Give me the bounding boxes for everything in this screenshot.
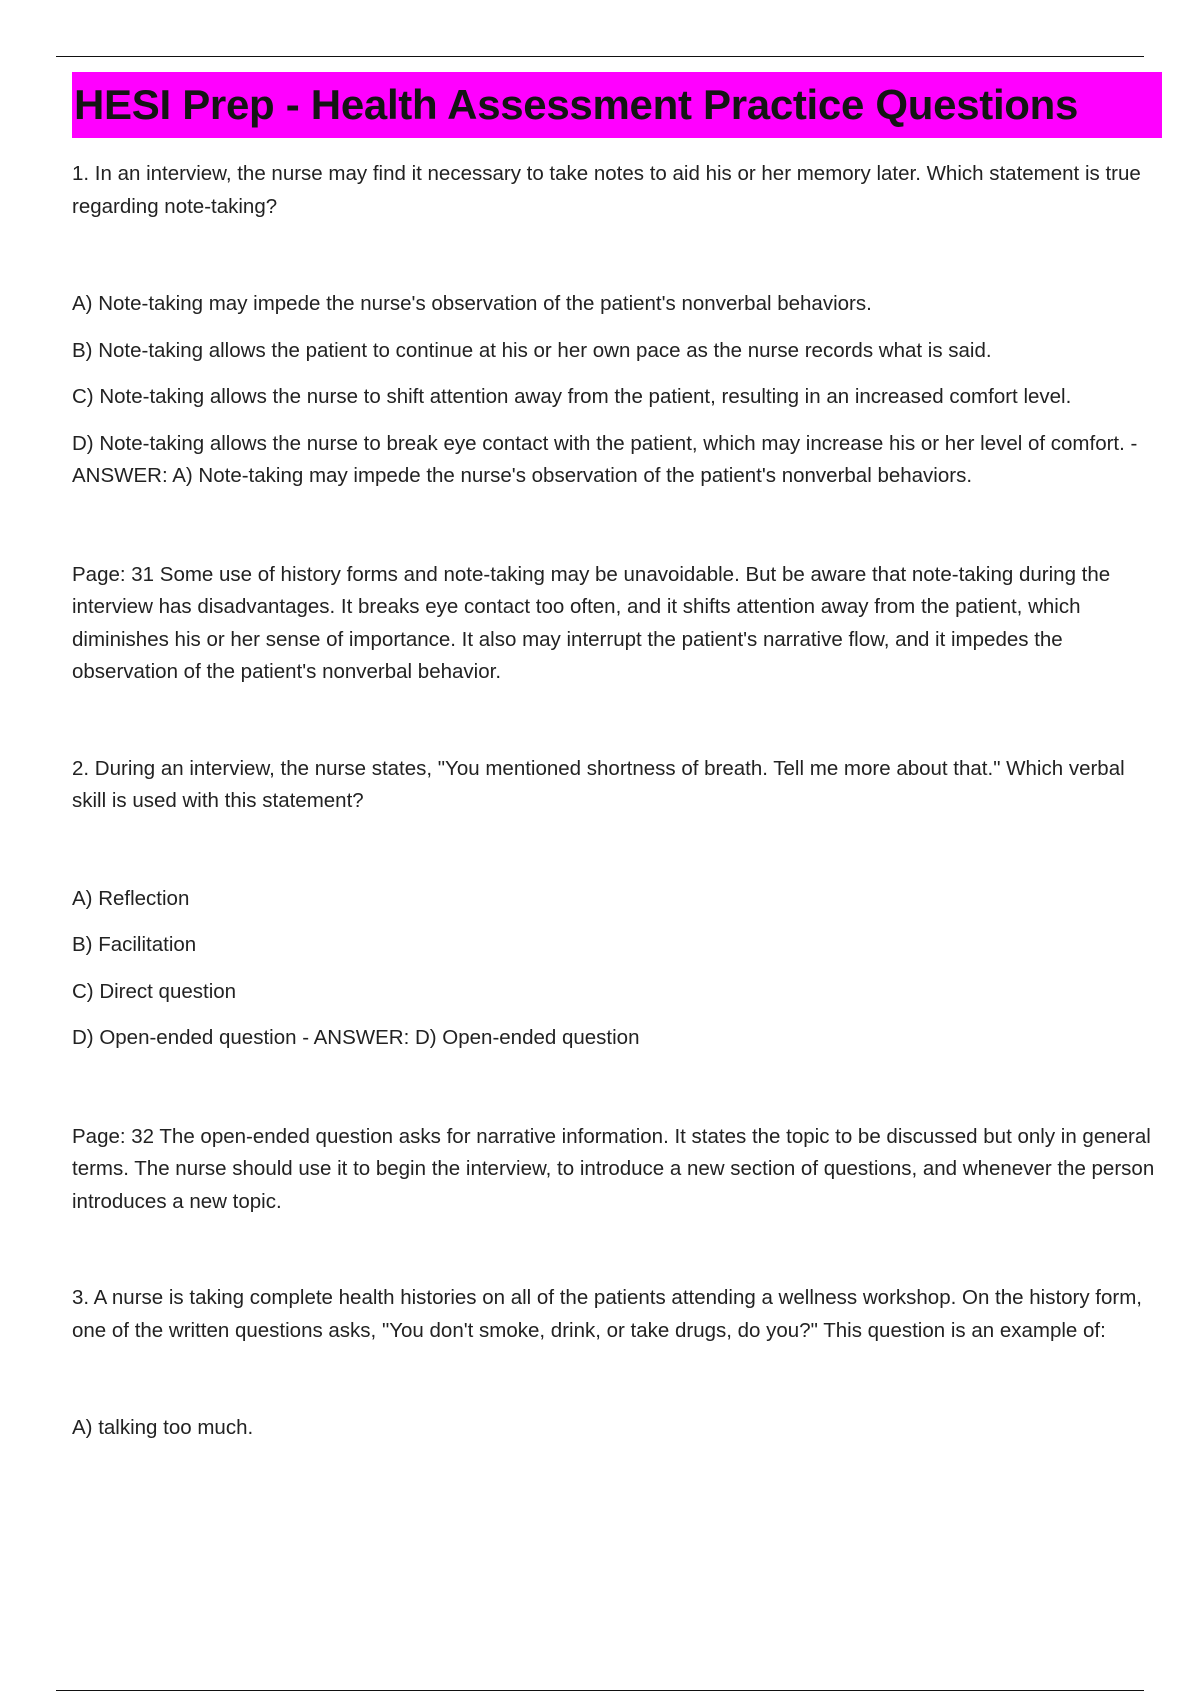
question-3-stem: 3. A nurse is taking complete health histories on all of the patients attending a wellness workshop. On the history form, one of the written questions asks, "You don't smoke, drink, or take drugs, do you?" This question is an example of:: [72, 1286, 1143, 1342]
question-2-option-a: A) Reflection: [72, 886, 190, 910]
question-1-option-a: A) Note-taking may impede the nurse's observation of the patient's nonverbal behaviors.: [72, 292, 872, 315]
question-block-2: [72, 753, 1162, 1219]
question-1-explanation: Page: 31 Some use of history forms and note-taking may be unavoidable. But be aware that note-taking during the interview has disadvantages. It breaks eye contact too often, and it shifts attention away from the patient, which diminishes his or her sense of importance. It also may interrupt the patient's narrative flow, and it impedes the observation of the patient's nonverbal behavior.: [72, 562, 1111, 683]
question-2-option-b: B) Facilitation: [72, 933, 197, 956]
question-2-stem: 2. During an interview, the nurse states, "You mentioned shortness of breath. Tell me more about that." Which verbal skill is used with this statement?: [72, 756, 1125, 812]
question-2-option-c: C) Direct question: [72, 979, 237, 1003]
question-1-option-d-answer: D) Note-taking allows the nurse to break eye contact with the patient, which may increase his or her level of comfort. - ANSWER: A) Note-taking may impede the nurse's observation of the patient's nonverbal behaviors.: [72, 431, 1138, 487]
question-1-option-c: C) Note-taking allows the nurse to shift attention away from the patient, resulting in an increased comfort level.: [72, 385, 1072, 408]
document-title: HESI Prep - Health Assessment Practice Questions: [72, 72, 1162, 138]
top-rule: [56, 56, 1144, 57]
question-2-option-d-answer: D) Open-ended question - ANSWER: D) Open-ended question: [72, 1026, 640, 1049]
document-page: [72, 72, 1162, 1445]
question-2-explanation: Page: 32 The open-ended question asks for narrative information. It states the topic to be discussed but only in general terms. The nurse should use it to begin the interview, to introduce a new section of questions, and whenever the person introduces a new topic.: [72, 1124, 1155, 1213]
bottom-rule: [56, 1690, 1144, 1691]
question-3-option-a: A) talking too much.: [72, 1416, 254, 1439]
question-block-3: [72, 1282, 1162, 1445]
question-1-stem: 1. In an interview, the nurse may find it necessary to take notes to aid his or her memory later. Which statement is true regarding note-taking?: [72, 162, 1141, 218]
question-1-option-b: B) Note-taking allows the patient to continue at his or her own pace as the nurse records what is said.: [72, 338, 992, 362]
question-block-1: [72, 158, 1162, 689]
